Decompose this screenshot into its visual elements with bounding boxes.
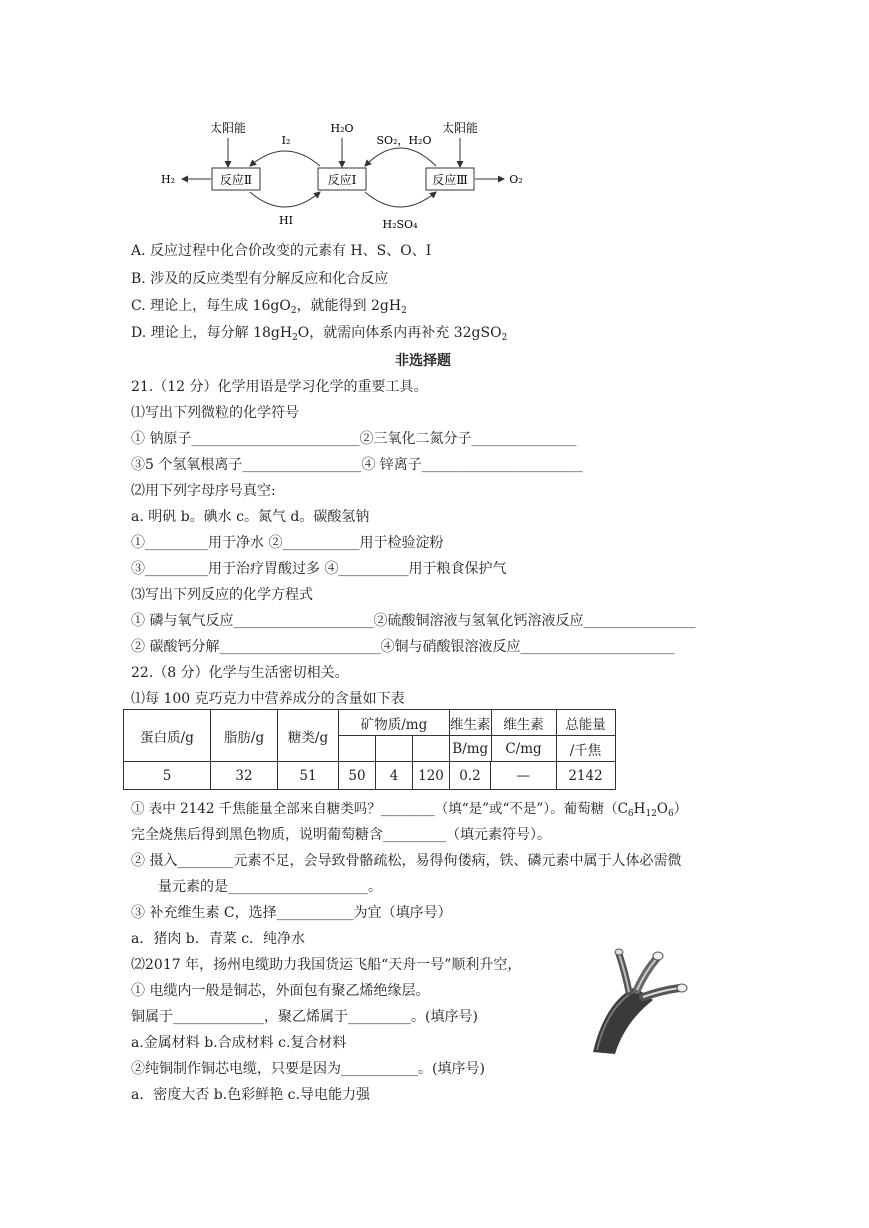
value-mineral-1: 50 xyxy=(339,762,376,790)
so2-h2o-curve-arrow xyxy=(365,148,436,166)
q22-line1-text: ① 表中 2142 千焦能量全部来自糖类吗？________（填“是”或“不是”）。葡萄糖（C xyxy=(131,801,628,817)
value-vitamin-c: — xyxy=(491,762,557,790)
value-energy: 2142 xyxy=(556,762,615,790)
q21-part3-heading: ⑶写出下列反应的化学方程式 xyxy=(131,587,313,603)
solar-right-label: 太阳能 xyxy=(441,121,479,135)
q21-part2-options: a. 明矾 b。碘水 c。氮气 d。碳酸氢钠 xyxy=(131,509,370,525)
q22-line4: 量元素的是____________________。 xyxy=(158,879,382,895)
header-vitamin-c-1: 维生素 xyxy=(491,710,556,736)
q22-line10: ②纯铜制作铜芯电缆，只要是因为___________。(填序号) xyxy=(131,1061,485,1077)
q21-part3-line2: ② 碳酸钙分解_______________________④铜与硝酸银溶液反应______________________ xyxy=(131,639,675,655)
value-sugar: 51 xyxy=(278,762,339,790)
q22-line2: 完全烧焦后得到黑色物质，说明葡萄糖含_________（填元素符号）。 xyxy=(131,827,551,843)
value-vitamin-b: 0.2 xyxy=(450,762,491,790)
q22-line5: ③ 补充维生素 C，选择___________为宜（填序号） xyxy=(131,905,452,921)
q22-line11: a．密度大否 b.色彩鲜艳 c.导电能力强 xyxy=(131,1087,370,1103)
q22-line8: 铜属于_____________，聚乙烯属于_________。(填序号) xyxy=(131,1009,478,1025)
q21-part1-line2: ③5 个氢氧根离子_________________④ 锌离子_______________________ xyxy=(131,457,583,473)
value-fat: 32 xyxy=(211,762,278,790)
q22-line9: a.金属材料 b.合成材料 c.复合材料 xyxy=(131,1035,347,1051)
hi-label: HI xyxy=(279,214,293,227)
option-d-pre: D. 理论上，每分解 18gH xyxy=(131,325,293,341)
option-c: C. 理论上，每生成 $16gO_2$，就能得到 $2gH_2$ xyxy=(131,298,407,316)
q21-part1-heading: ⑴写出下列微粒的化学符号 xyxy=(131,405,299,421)
solar-left-label: 太阳能 xyxy=(209,121,247,135)
q21-part2-heading: ⑵用下列字母序号真空: xyxy=(131,483,276,499)
h2so4-curve-arrow xyxy=(365,192,436,207)
o2-label: O₂ xyxy=(509,173,523,186)
i2-curve-arrow xyxy=(250,151,320,166)
cable-illustration xyxy=(585,942,705,1057)
value-mineral-3: 120 xyxy=(413,762,450,790)
header-energy-1: 总能量 xyxy=(556,710,615,736)
option-b: B. 涉及的反应类型有分解反应和化合反应 xyxy=(131,271,389,287)
option-d-mid: O，就需向体系内再补充 32gSO xyxy=(297,325,502,341)
header-mineral: 矿物质/mg xyxy=(339,710,450,736)
q21-part2-line2: ③_________用于治疗胃酸过多 ④__________用于粮食保护气 xyxy=(131,561,507,577)
reaction-3-label: 反应Ⅲ xyxy=(432,173,468,187)
header-sugar: 糖类/g xyxy=(278,710,339,762)
so2-h2o-label: SO₂，H₂O xyxy=(376,134,432,147)
q22-part1-heading: ⑴每 100 克巧克力中营养成分的含量如下表 xyxy=(131,691,405,707)
header-vitamin-b-2: B/mg xyxy=(450,736,492,762)
q21-part1-line1: ① 钠原子________________________②三氧化二氮分子_______________ xyxy=(131,431,577,447)
option-c-mid: ，就能得到 2gH xyxy=(296,298,402,314)
h2-label: H₂ xyxy=(160,173,176,186)
header-energy-2: /千焦 xyxy=(556,736,615,762)
option-a: A. 反应过程中化合价改变的元素有 H、S、O、I xyxy=(131,243,432,259)
q21-part3-line1: ① 磷与氧气反应____________________②硫酸铜溶液与氢氧化钙溶液反应________________ xyxy=(131,613,696,629)
q22-line3: ② 摄入________元素不足，会导致骨骼疏松，易得佝偻病，铁、磷元素中属于人体必需微 xyxy=(131,853,682,869)
option-d: D. 理论上，每分解 $18gH_2O$，就需向体系内再补充 32gSO$_2$ xyxy=(131,325,508,343)
q21-title: 21.（12 分）化学用语是学习化学的重要工具。 xyxy=(131,379,428,395)
h2so4-label: H₂SO₄ xyxy=(382,218,418,231)
q22-line7: ① 电缆内一般是铜芯，外面包有聚乙烯绝缘层。 xyxy=(131,983,430,999)
reaction-1-label: 反应Ⅰ xyxy=(327,173,357,187)
q22-line1: ① 表中 2142 千焦能量全部来自糖类吗？________（填“是”或“不是”）。葡萄糖$(C_6H_{12}O_6)$ xyxy=(131,801,688,819)
q22-part2-heading: ⑵2017 年，扬州电缆助力我国货运飞船“天舟一号”顺利升空， xyxy=(131,957,522,973)
value-protein: 5 xyxy=(124,762,211,790)
header-protein: 蛋白质/g xyxy=(124,710,211,762)
q21-part2-line1: ①_________用于净水 ②___________用于检验淀粉 xyxy=(131,535,444,551)
reaction-2-label: 反应Ⅱ xyxy=(219,173,253,187)
q22-line6: a．猪肉 b．青菜 c．纯净水 xyxy=(131,931,306,947)
header-vitamin-c-2: C/mg xyxy=(491,736,556,762)
nutrition-table xyxy=(123,709,616,790)
h2o-label: H₂O xyxy=(330,122,354,135)
header-fat: 脂肪/g xyxy=(211,710,278,762)
hi-curve-arrow xyxy=(250,192,320,207)
value-mineral-2: 4 xyxy=(376,762,413,790)
option-c-pre: C. 理论上，每生成 16gO xyxy=(131,298,291,314)
q22-title: 22.（8 分）化学与生活密切相关。 xyxy=(131,665,349,681)
i2-label: I₂ xyxy=(281,134,291,147)
reaction-cycle-diagram xyxy=(160,118,540,233)
header-vitamin-b-1: 维生素 xyxy=(450,710,492,736)
section-title: 非选择题 xyxy=(395,353,451,369)
